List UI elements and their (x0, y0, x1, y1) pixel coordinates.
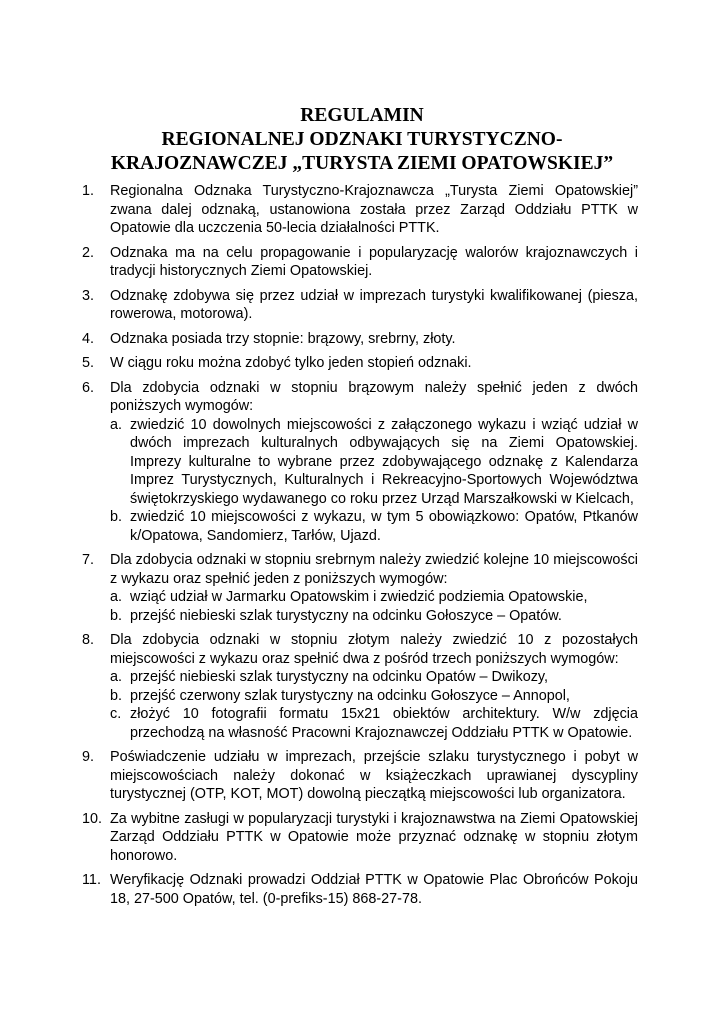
sub-item-b (110, 508, 638, 545)
rule-number: 6. (82, 379, 95, 396)
sub-letter: b. (110, 509, 123, 525)
sub-text: zwiedzić 10 dowolnych miejscowości z załączonego wykazu i wziąć udział w dwóch imprezach kulturalnych odbywających się na Ziemi Opatowskiej. Imprezy kulturalne to wybrane przez zdobywającego odznakę z Kalendarza Imprez Turystycznych, Kulturalnych i Rekreacyjno-Sportowych Województwa świętokrzyskiego wydawanego co roku przez Urząd Marszałkowski w Kielcach, (130, 416, 638, 507)
sub-letter: b. (110, 607, 123, 624)
rule-6 (82, 379, 638, 546)
rule-text: Dla zdobycia odznaki w stopniu brązowym należy spełnić jeden z dwóch poniższych wymogów: (110, 379, 638, 414)
rule-1 (82, 182, 638, 238)
sub-list (110, 588, 638, 625)
rule-text: Regionalna Odznaka Turystyczno-Krajoznawcza „Turysta Ziemi Opatowskiej” zwana dalej odznaką, ustanowiona została przez Zarząd Oddziału PTTK w Opatowie dla uczczenia 50-lecia działalności PTTK. (110, 183, 638, 236)
rules-list (82, 182, 638, 914)
sub-letter: c. (110, 706, 122, 722)
rule-text: Dla zdobycia odznaki w stopniu srebrnym należy zwiedzić kolejne 10 miejscowości z wykazu oraz spełnić jeden z poniższych wymogów: (110, 552, 638, 587)
rule-body (110, 379, 638, 546)
sub-text: złożyć 10 fotografii formatu 15x21 obiektów architektury. W/w zdjęcia przechodzą na własność Pracowni Krajoznawczej Oddziału PTTK w Opatowie. (130, 706, 638, 741)
rule-number: 5. (82, 355, 95, 371)
sub-text: przejść czerwony szlak turystyczny na odcinku Gołoszyce – Annopol, (130, 687, 570, 704)
rule-number: 10. (82, 810, 103, 827)
sub-item-a (110, 416, 638, 509)
rule-7 (82, 551, 638, 625)
document-title (0, 104, 724, 176)
title-line-3: KRAJOZNAWCZEJ „TURYSTA ZIEMI OPATOWSKIEJ” (110, 153, 614, 174)
rule-2 (82, 244, 638, 281)
rule-text: Za wybitne zasługi w popularyzacji turystyki i krajoznawstwa na Ziemi Opatowskiej Zarząd Oddziału PTTK w Opatowie może przyznać odznakę w stopniu złotym honorowo. (110, 810, 638, 864)
rule-text: Dla zdobycia odznaki w stopniu złotym należy zwiedzić 10 z pozostałych miejscowości z wykazu oraz spełnić dwa z pośród trzech poniższych wymogów: (110, 632, 638, 667)
rule-body (110, 551, 638, 625)
rule-number: 8. (82, 632, 95, 648)
rule-number: 1. (82, 183, 95, 199)
rule-5 (82, 354, 638, 373)
sub-letter: a. (110, 669, 123, 685)
sub-text: wziąć udział w Jarmarku Opatowskim i zwiedzić podziemia Opatowskie, (130, 589, 588, 605)
sub-item-c (110, 705, 638, 742)
sub-item-a (110, 588, 638, 607)
rule-8 (82, 631, 638, 742)
rule-9 (82, 748, 638, 804)
rule-text: Weryfikację Odznaki prowadzi Oddział PTTK w Opatowie Plac Obrońców Pokoju 18, 27-500 Opatów, tel. (0-prefiks-15) 868-27-78. (110, 872, 638, 907)
rule-number: 2. (82, 244, 95, 261)
rule-3 (82, 287, 638, 324)
title-line-1: REGULAMIN (300, 105, 424, 126)
rule-text: Odznaka ma na celu propagowanie i popularyzację walorów krajoznawczych i tradycji historycznych Ziemi Opatowskiej. (110, 244, 638, 279)
sub-list (110, 668, 638, 742)
rule-4 (82, 330, 638, 349)
rule-10 (82, 810, 638, 866)
sub-text: przejść niebieski szlak turystyczny na odcinku Gołoszyce – Opatów. (130, 607, 562, 624)
sub-item-b (110, 607, 638, 626)
title-line-2: REGIONALNEJ ODZNAKI TURYSTYCZNO- (161, 129, 563, 150)
rule-text: W ciągu roku można zdobyć tylko jeden stopień odznaki. (110, 355, 472, 371)
rule-number: 9. (82, 749, 95, 765)
rule-number: 7. (82, 552, 95, 568)
sub-text: zwiedzić 10 miejscowości z wykazu, w tym 5 obowiązkowo: Opatów, Ptkanów k/Opatowa, Sandomierz, Tarłów, Ujazd. (130, 509, 638, 544)
rule-body (110, 631, 638, 742)
sub-text: przejść niebieski szlak turystyczny na odcinku Opatów – Dwikozy, (130, 669, 549, 685)
rule-number: 11. (82, 872, 101, 888)
rule-number: 4. (82, 330, 95, 347)
rule-11 (82, 871, 638, 908)
rule-text: Poświadczenie udziału w imprezach, przejście szlaku turystycznego i pobyt w miejscowościach należy dokonać w książeczkach uprawianej dyscypliny turystycznej (OTP, KOT, MOT) dowolną pieczątką miejscowości lub organizatora. (110, 749, 638, 802)
sub-letter: a. (110, 589, 123, 605)
rule-text: Odznakę zdobywa się przez udział w imprezach turystyki kwalifikowanej (piesza, rowerowa, motorowa). (110, 287, 638, 322)
rule-text: Odznaka posiada trzy stopnie: brązowy, srebrny, złoty. (110, 330, 456, 347)
sub-list (110, 416, 638, 546)
sub-item-b (110, 687, 638, 706)
rule-number: 3. (82, 287, 95, 304)
sub-letter: a. (110, 416, 123, 433)
sub-item-a (110, 668, 638, 687)
sub-letter: b. (110, 687, 123, 704)
